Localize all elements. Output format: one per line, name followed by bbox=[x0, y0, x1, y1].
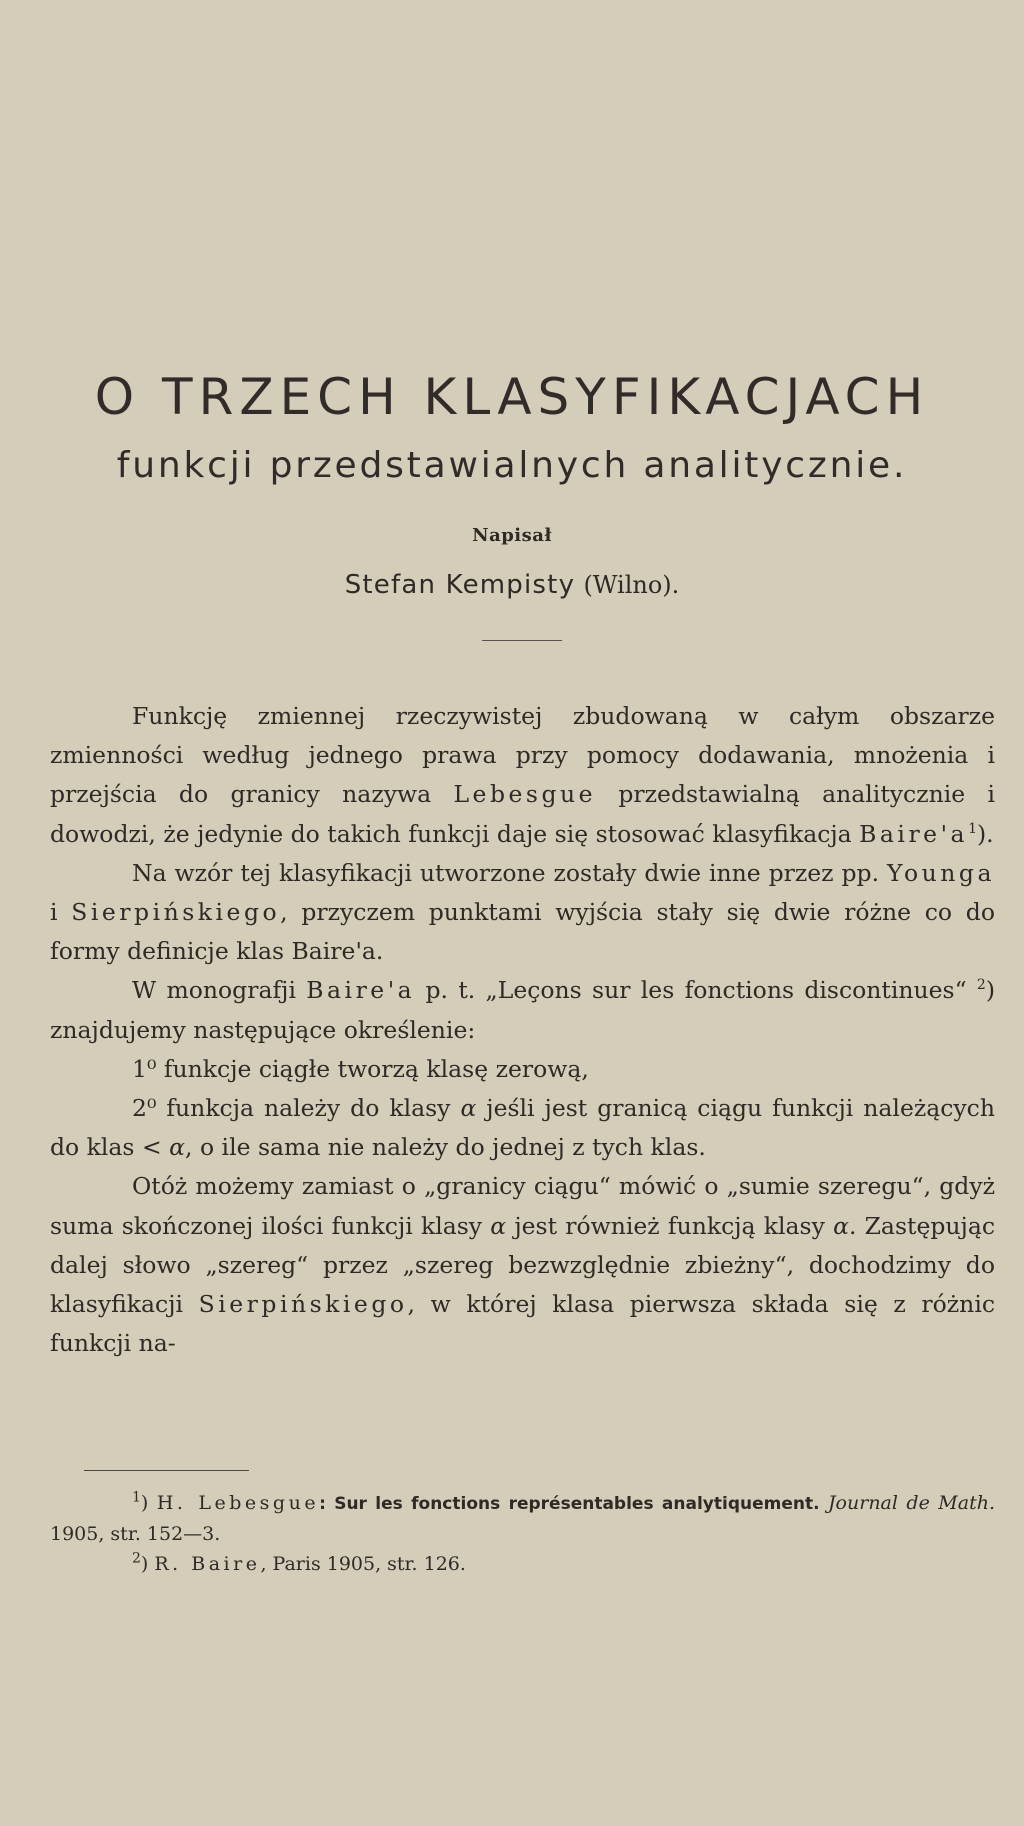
author-reference: Baire'a bbox=[859, 819, 969, 848]
footnote-divider bbox=[84, 1470, 249, 1471]
paragraph-1: Funkcję zmiennej rzeczywistej zbudowaną w całym obszarze zmienności według jednego prawa przy pomocy dodawania, mnożenia i przejścia do granicy nazywa Lebesgue przedstawialną analitycznie i dowodzi, że jedynie do takich funkcji daje się stosować klasyfikacja $Baire'a^1$). bbox=[50, 702, 995, 848]
title-divider bbox=[482, 640, 562, 641]
paragraph-4: Otóż możemy zamiast o „granicy ciągu“ mówić o „sumie szeregu“, gdyż suma skończonej ilości funkcji klasy α jest również funkcją klasy α. Zastępując dalej słowo „szereg“ przez „szereg bezwzględnie zbieżny“, dochodzimy do klasyfikacji Sierpińskiego, w której klasa pierwsza składa się z różnic funkcji na- bbox=[50, 1172, 995, 1358]
footnote-marker: 1 bbox=[968, 820, 977, 837]
definition-item-2: 2⁰ funkcja należy do klasy α jeśli jest granicą ciągu funkcji należących do klas < α, o ile sama nie należy do jednej z tych klas. bbox=[50, 1094, 995, 1162]
author-place: (Wilno). bbox=[583, 571, 680, 599]
author-line bbox=[0, 570, 1024, 600]
footnote-marker: 2 bbox=[976, 977, 986, 994]
alpha-symbol: α bbox=[169, 1133, 185, 1162]
article-subtitle: funkcji przedstawialnych analitycznie. bbox=[116, 445, 908, 486]
author-name: Stefan Kempisty bbox=[344, 570, 576, 600]
footnote-1: $^1$) H. Lebesgue: Sur les fonctions représentables analytiquement. Journal de Math. 1905, str. 152—3. bbox=[50, 1489, 996, 1545]
paragraph-3: W monografji Baire'a p. t. „Leçons sur les fonctions discontinues“ $^2$) znajdujemy następujące określenie: bbox=[50, 976, 995, 1044]
paragraph-2: Na wzór tej klasyfikacji utworzone zostały dwie inne przez pp. Younga i Sierpińskiego, przyczem punktami wyjścia stały się dwie różne co do formy definicje klas Baire'a. bbox=[50, 858, 995, 966]
byline-label: Napisał bbox=[472, 525, 552, 546]
author-reference: Sierpińskiego bbox=[198, 1290, 408, 1319]
author-reference: Sierpińskiego bbox=[71, 898, 281, 927]
footnotes bbox=[50, 1488, 995, 1579]
definition-item-1: 1⁰ funkcje ciągłe tworzą klasę zerową, bbox=[132, 1054, 589, 1083]
article-body bbox=[50, 697, 995, 1363]
author-reference: Lebesgue bbox=[453, 780, 597, 809]
author-reference: Younga bbox=[887, 858, 995, 887]
alpha-symbol: α bbox=[833, 1211, 849, 1240]
author-reference: Baire'a bbox=[306, 976, 416, 1005]
footnote-2: $^2$) R. Baire, Paris 1905, str. 126. bbox=[132, 1550, 466, 1575]
article-title: O TRZECH KLASYFIKACJACH bbox=[94, 368, 930, 426]
alpha-symbol: α bbox=[490, 1211, 507, 1240]
alpha-symbol: α bbox=[460, 1094, 477, 1123]
